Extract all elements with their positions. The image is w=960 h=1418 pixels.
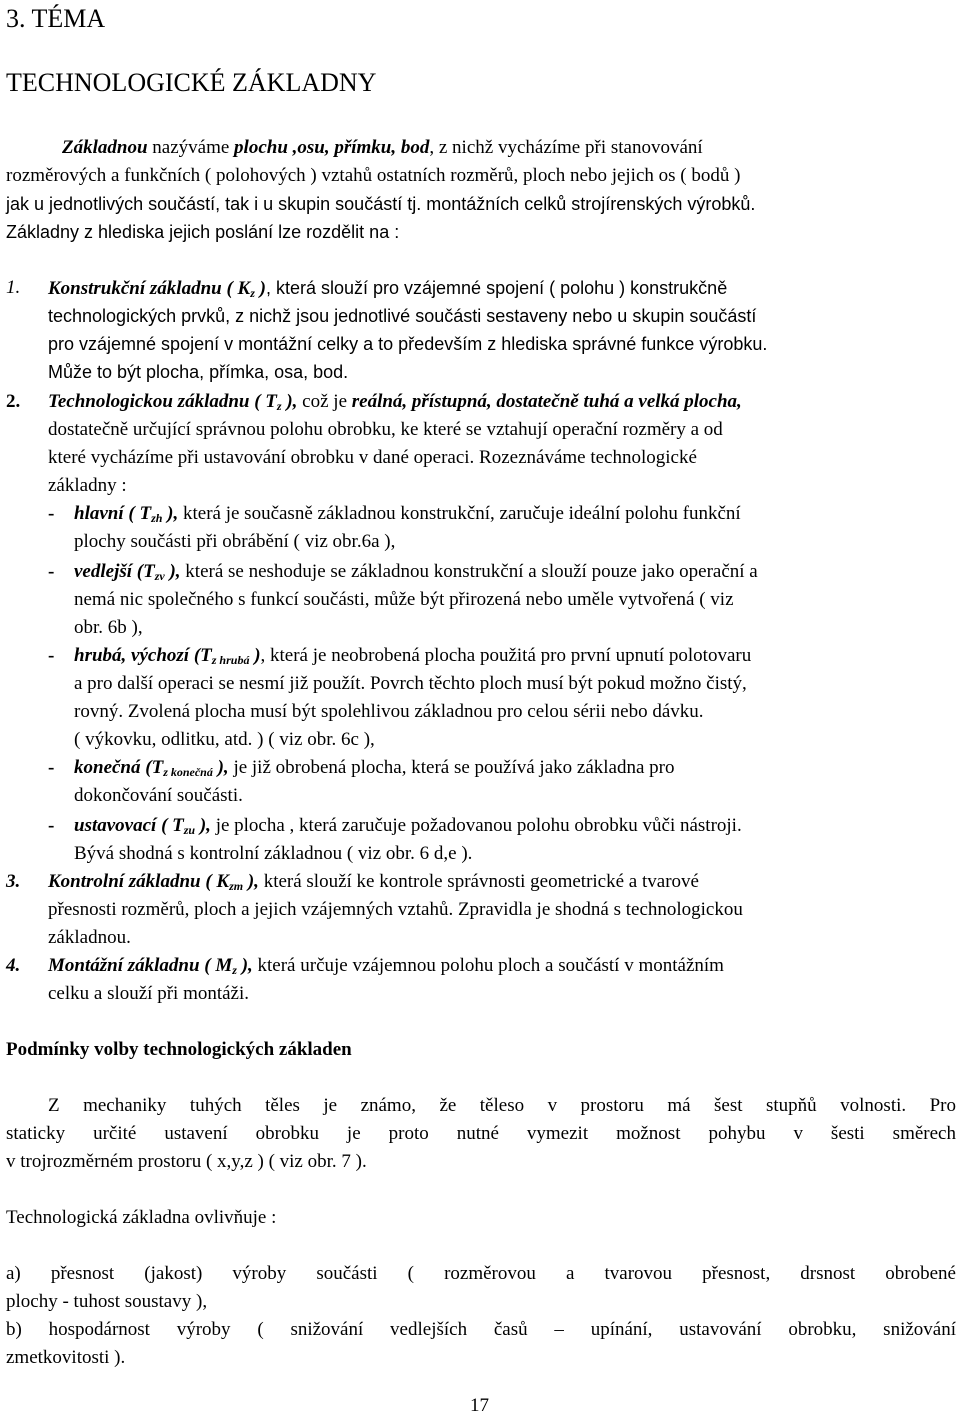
term-hlavni [74, 503, 178, 524]
item-2-number [6, 390, 20, 414]
subscript: z [232, 963, 237, 977]
item-text: , která je neobrobená plocha použitá pro první upnutí polotovaru [260, 645, 752, 666]
dash-vedlejsi [48, 560, 54, 584]
ustavovaci-line-2: Bývá shodná s kontrolní základnou ( viz obr. 6 d,e ). [74, 843, 473, 864]
subscript: z [276, 399, 282, 413]
term-text: ), [281, 391, 298, 412]
item-1-line-4: Může to být plocha, přímka, osa, bod. [48, 362, 349, 382]
term-text: ustavovací ( T [74, 815, 184, 836]
hruba-line-1 [74, 644, 751, 668]
item-text: je již obrobená plocha, která se používá jako základna pro [228, 757, 675, 778]
term-text: hrubá, výchozí (T [74, 645, 212, 666]
konecna-line-2: dokončování součásti. [74, 785, 243, 806]
dash-hruba [48, 644, 54, 668]
hlavni-line-1 [74, 502, 741, 526]
section-title-text: Podmínky volby technologických základen [6, 1039, 352, 1060]
item-text: je plocha , která zaručuje požadovanou polohu obrobku vůči nástroji. [210, 815, 742, 836]
dash-konecna [48, 756, 54, 780]
term-text: ), [212, 757, 229, 778]
item-3-line-2: přesnosti rozměrů, ploch a jejich vzájemných vztahů. Zpravidla je shodná s technologickou [48, 899, 743, 920]
item-2-line-3: které vycházíme při ustavování obrobku v dané operaci. Rozeznáváme technologické [48, 447, 697, 468]
term-kontrolni [48, 871, 259, 892]
number-text: 3. [6, 871, 21, 892]
subscript: z hrubá [211, 653, 250, 667]
item-1-number [6, 276, 20, 300]
number-text: 4. [6, 955, 21, 976]
term-text: Montážní základnu ( M [48, 955, 233, 976]
dash-text: - [48, 561, 55, 582]
term-text: Konstrukční základnu ( K [48, 278, 251, 299]
page-number: 17 [470, 1395, 489, 1416]
influence-intro: Technologická základna ovlivňuje : [6, 1207, 277, 1228]
term-text: ) [249, 645, 261, 666]
item-2-line-1 [48, 390, 742, 414]
chapter-title: TECHNOLOGICKÉ ZÁKLADNY [6, 68, 377, 97]
term-vedlejsi [74, 561, 181, 582]
item-3-number [6, 870, 20, 894]
term-montazni [48, 955, 253, 976]
item-text: , která slouží pro vzájemné spojení ( polohu ) konstrukčně [265, 278, 728, 298]
term-plochu-osu: plochu ,osu, přímku, bod [234, 137, 430, 158]
term-text: konečná (T [74, 757, 164, 778]
dash-ustavovaci [48, 814, 54, 838]
term-text: Technologickou základnu ( T [48, 391, 277, 412]
item-4-number [6, 954, 20, 978]
item-text: což je [297, 391, 352, 412]
item-1-line-2: technologických prvků, z nichž jsou jednotlivé součásti sestaveny nebo u skupin součástí [48, 306, 757, 326]
intro-text: jak u jednotlivých součástí, tak i u skupin součástí tj. [6, 194, 427, 214]
hruba-line-2: a pro další operaci se nesmí již použít. Povrch těchto ploch musí být pokud možno čistý, [74, 673, 747, 694]
term-konstrukcni-zakladna [48, 278, 266, 299]
point-b-line-1: b) hospodárnost výroby ( snižování vedlejších časů – upínání, ustavování obrobku, snižování [6, 1319, 956, 1340]
term-ustavovaci [74, 815, 211, 836]
term-text: hlavní ( T [74, 503, 152, 524]
dash-text: - [48, 503, 55, 524]
term-text: ), [195, 815, 211, 836]
intro-line-4: Základny z hlediska jejich poslání lze rozdělit na : [6, 222, 400, 242]
item-1-line-3: pro vzájemné spojení v montážní celky a to především z hlediska správné funkce výrobku. [48, 334, 768, 354]
vedlejsi-line-1 [74, 560, 758, 584]
point-b-line-2: zmetkovitosti ). [6, 1347, 126, 1368]
mechanics-line-1: Z mechaniky tuhých těles je známo, že těleso v prostoru má šest stupňů volnosti. Pro [48, 1095, 956, 1116]
term-text: ), [243, 871, 259, 892]
konecna-line-1 [74, 756, 674, 780]
intro-line-3 [6, 192, 755, 216]
term-text: Kontrolní základnu ( K [48, 871, 230, 892]
item-2-line-4: základny : [48, 475, 127, 496]
chapter-number-title: 3. TÉMA [6, 4, 106, 33]
term-text: ), [236, 955, 253, 976]
subscript: zu [183, 823, 196, 837]
hruba-line-4: ( výkovku, odlitku, atd. ) ( viz obr. 6c ), [74, 729, 375, 750]
item-4-line-2: celku a slouží při montáži. [48, 983, 250, 1004]
item-3-line-3: základnou. [48, 927, 131, 948]
term-hruba [74, 645, 261, 666]
term-text: vedlejší (T [74, 561, 155, 582]
item-text: která je současně základnou konstrukční, zaručuje ideální polohu funkční [178, 503, 741, 524]
term-text: ), [162, 503, 179, 524]
intro-text: , z nichž vycházíme při stanovování [429, 137, 703, 158]
point-a-line-1: a) přesnost (jakost) výroby součásti ( rozměrovou a tvarovou přesnost, drsnost obrobené [6, 1263, 956, 1284]
point-a-line-2: plochy - tuhost soustavy ), [6, 1291, 208, 1312]
mechanics-line-2: staticky určité ustavení obrobku je proto nutné vymezit možnost pohybu v šesti směrech [6, 1123, 956, 1144]
item-1-line-1 [48, 276, 727, 301]
term-zakladnou: Základnou [62, 137, 148, 158]
subscript: zv [154, 569, 165, 583]
vedlejsi-line-3: obr. 6b ), [74, 617, 143, 638]
intro-line-2: rozměrových a funkčních ( polohových ) vztahů ostatních rozměrů, ploch nebo jejich os ( bodů ) [6, 165, 741, 186]
section-title [6, 1038, 352, 1062]
term-realna-plocha: reálná, přístupná, dostatečně tuhá a velká plocha, [351, 391, 742, 412]
ustavovaci-line-1 [74, 814, 742, 838]
subscript: z [250, 286, 255, 300]
term-konecna [74, 757, 229, 778]
vedlejsi-line-2: nemá nic společného s funkcí součásti, může být přirozená nebo uměle vytvořená ( viz [74, 589, 734, 610]
hruba-line-3: rovný. Zvolená plocha musí být spolehlivou základnou pro celou sérii nebo dávku. [74, 701, 704, 722]
item-text: která určuje vzájemnou polohu ploch a součástí v montážním [252, 955, 724, 976]
item-text: která se neshoduje se základnou konstrukční a slouží pouze jako operační a [180, 561, 758, 582]
subscript: zm [229, 879, 244, 893]
item-3-line-1 [48, 870, 699, 894]
hlavni-line-2: plochy součásti při obrábění ( viz obr.6a ), [74, 531, 396, 552]
dash-text: - [48, 815, 55, 836]
intro-text: montážních celků strojírenských výrobků. [426, 194, 756, 214]
term-text: ), [164, 561, 181, 582]
dash-text: - [48, 645, 55, 666]
subscript: zh [151, 511, 163, 525]
dash-hlavni [48, 502, 54, 526]
subscript: z konečná [163, 765, 213, 779]
item-4-line-1 [48, 954, 724, 978]
item-text: která slouží ke kontrole správnosti geometrické a tvarové [258, 871, 699, 892]
number-text: 1. [6, 277, 21, 298]
number-text: 2. [6, 391, 21, 412]
mechanics-line-3: v trojrozměrném prostoru ( x,y,z ) ( viz obr. 7 ). [6, 1151, 367, 1172]
intro-line-1 [62, 136, 703, 160]
intro-text: nazýváme [147, 137, 235, 158]
item-2-line-2: dostatečně určující správnou polohu obrobku, ke které se vztahují operační rozměry a od [48, 419, 723, 440]
term-technologicka-zakladna [48, 391, 297, 412]
term-text: ) [254, 278, 266, 299]
dash-text: - [48, 757, 55, 778]
